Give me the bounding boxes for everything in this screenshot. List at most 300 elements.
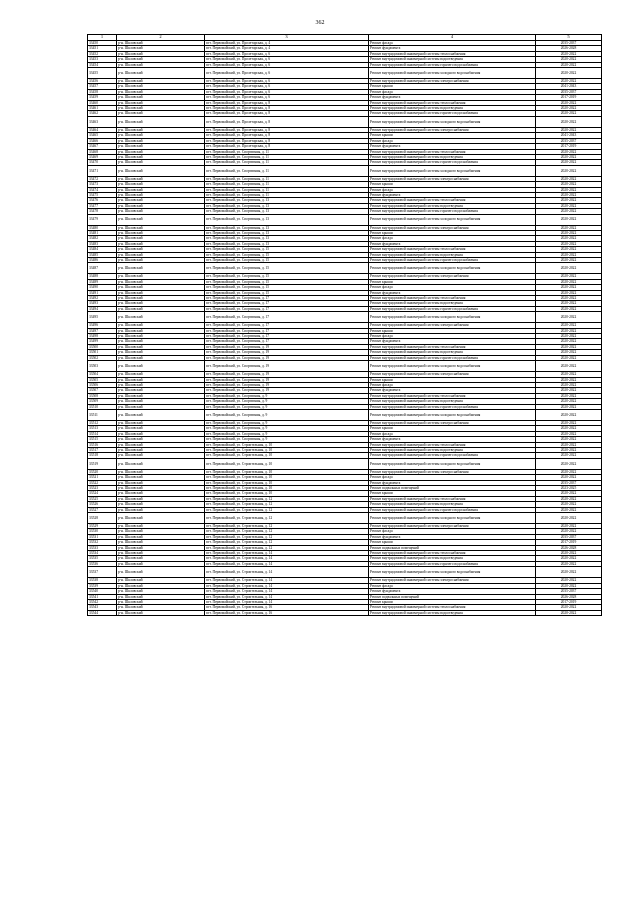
cell-period: 2026-2028 xyxy=(536,46,602,51)
cell-district: р-н. Шкловский xyxy=(117,491,205,496)
cell-period: 2020-2022 xyxy=(536,203,602,208)
cell-work-type: Ремонт крыши xyxy=(369,328,536,333)
cell-period: 2020-2022 xyxy=(536,496,602,501)
table-row xyxy=(88,610,602,615)
cell-period: 2020-2022 xyxy=(536,230,602,235)
cell-number: 33518 xyxy=(88,453,117,458)
cell-period: 2020-2022 xyxy=(536,57,602,62)
cell-number: 33512 xyxy=(88,420,117,425)
cell-address: пгт. Первомайский, ул. Спортивная, д. 19 xyxy=(205,372,369,377)
cell-number: 33500 xyxy=(88,344,117,349)
cell-district: р-н. Шкловский xyxy=(117,312,205,323)
cell-number: 33540 xyxy=(88,589,117,594)
cell-number: 33505 xyxy=(88,377,117,382)
cell-address: пгт. Первомайский, ул. Строительная, д. 14 xyxy=(205,589,369,594)
cell-period: 2020-2022 xyxy=(536,247,602,252)
cell-number: 33510 xyxy=(88,404,117,409)
table-row xyxy=(88,312,602,323)
cell-number: 33499 xyxy=(88,339,117,344)
cell-district: р-н. Шкловский xyxy=(117,409,205,420)
cell-address: пгт. Первомайский, ул. Строительная, д. 16 xyxy=(205,610,369,615)
cell-number: 33537 xyxy=(88,567,117,578)
cell-district: р-н. Шкловский xyxy=(117,469,205,474)
cell-work-type: Ремонт внутридомовой инженерной системы теплоснабжения xyxy=(369,198,536,203)
cell-address: пгт. Первомайский, ул. Строительная, д. 12 xyxy=(205,513,369,524)
cell-address: пгт. Первомайский, ул. Спортивная, д. 15 xyxy=(205,274,369,279)
cell-number: 33472 xyxy=(88,176,117,181)
cell-number: 33463 xyxy=(88,116,117,127)
cell-number: 33486 xyxy=(88,258,117,263)
cell-address: пгт. Первомайский, ул. Спортивная, д. 19 xyxy=(205,382,369,387)
cell-address: пгт. Первомайский, ул. Пролетарская, д. 8 xyxy=(205,127,369,132)
cell-number: 33476 xyxy=(88,198,117,203)
cell-period: 2020-2022 xyxy=(536,263,602,274)
cell-period: 2020-2022 xyxy=(536,290,602,295)
cell-number: 33542 xyxy=(88,599,117,604)
cell-period: 2020-2022 xyxy=(536,556,602,561)
cell-district: р-н. Шкловский xyxy=(117,306,205,311)
cell-number: 33494 xyxy=(88,306,117,311)
cell-work-type: Ремонт крыши xyxy=(369,230,536,235)
cell-work-type: Ремонт внутридомовой инженерной системы теплоснабжения xyxy=(369,100,536,105)
table-row xyxy=(88,68,602,79)
table-row xyxy=(88,165,602,176)
cell-number: 33466 xyxy=(88,138,117,143)
cell-district: р-н. Шкловский xyxy=(117,453,205,458)
cell-period: 2020-2022 xyxy=(536,100,602,105)
cell-work-type: Ремонт внутридомовой инженерной системы холодного водоснабжения xyxy=(369,513,536,524)
cell-district: р-н. Шкловский xyxy=(117,404,205,409)
cell-work-type: Ремонт внутридомовой инженерной системы горячего водоснабжения xyxy=(369,160,536,165)
cell-number: 33475 xyxy=(88,192,117,197)
cell-address: пгт. Первомайский, ул. Спортивная, д. 11 xyxy=(205,182,369,187)
cell-number: 33469 xyxy=(88,154,117,159)
cell-number: 33474 xyxy=(88,187,117,192)
cell-address: пгт. Первомайский, ул. Пролетарская, д. 8 xyxy=(205,116,369,127)
cell-period: 2020-2022 xyxy=(536,236,602,241)
cell-work-type: Ремонт внутридомовой инженерной системы теплоснабжения xyxy=(369,605,536,610)
cell-work-type: Ремонт внутридомовой инженерной системы теплоснабжения xyxy=(369,344,536,349)
cell-period: 2020-2022 xyxy=(536,176,602,181)
cell-work-type: Ремонт внутридомовой инженерной системы горячего водоснабжения xyxy=(369,111,536,116)
cell-district: р-н. Шкловский xyxy=(117,599,205,604)
cell-address: пгт. Первомайский, ул. Строительная, д. 12 xyxy=(205,502,369,507)
cell-district: р-н. Шкловский xyxy=(117,393,205,398)
cell-number: 33532 xyxy=(88,540,117,545)
cell-address: пгт. Первомайский, ул. Пролетарская, д. 6 xyxy=(205,57,369,62)
cell-address: пгт. Первомайский, ул. Спортивная, д. 11 xyxy=(205,165,369,176)
cell-number: 33520 xyxy=(88,469,117,474)
cell-period: 2041-2043 xyxy=(536,84,602,89)
cell-number: 33513 xyxy=(88,426,117,431)
cell-address: пгт. Первомайский, ул. Спортивная, д. 15 xyxy=(205,290,369,295)
cell-address: пгт. Первомайский, ул. Пролетарская, д. 4 xyxy=(205,41,369,46)
cell-work-type: Ремонт фасада xyxy=(369,334,536,339)
cell-period: 2020-2022 xyxy=(536,306,602,311)
cell-period: 2020-2022 xyxy=(536,388,602,393)
cell-district: р-н. Шкловский xyxy=(117,545,205,550)
cell-work-type: Ремонт внутридомовой инженерной системы теплоснабжения xyxy=(369,393,536,398)
cell-work-type: Ремонт крыши xyxy=(369,84,536,89)
cell-district: р-н. Шкловский xyxy=(117,399,205,404)
cell-work-type: Ремонт внутридомовой инженерной системы горячего водоснабжения xyxy=(369,258,536,263)
cell-period: 2020-2022 xyxy=(536,111,602,116)
cell-address: пгт. Первомайский, ул. Строительная, д. 14 xyxy=(205,551,369,556)
cell-address: пгт. Первомайский, ул. Спортивная, д. 17 xyxy=(205,339,369,344)
cell-address: пгт. Первомайский, ул. Пролетарская, д. 6 xyxy=(205,95,369,100)
table-row xyxy=(88,361,602,372)
cell-work-type: Ремонт фундамента xyxy=(369,144,536,149)
cell-district: р-н. Шкловский xyxy=(117,350,205,355)
cell-address: пгт. Первомайский, ул. Спортивная, д. 17 xyxy=(205,306,369,311)
cell-district: р-н. Шкловский xyxy=(117,551,205,556)
cell-period: 2020-2022 xyxy=(536,393,602,398)
cell-number: 33491 xyxy=(88,290,117,295)
cell-address: пгт. Первомайский, ул. Пролетарская, д. 6 xyxy=(205,51,369,56)
cell-district: р-н. Шкловский xyxy=(117,274,205,279)
cell-work-type: Ремонт внутридомовой инженерной системы водоотведения xyxy=(369,252,536,257)
cell-period: 2020-2022 xyxy=(536,567,602,578)
cell-period: 2020-2022 xyxy=(536,187,602,192)
cell-period: 2020-2022 xyxy=(536,334,602,339)
cell-number: 33541 xyxy=(88,594,117,599)
cell-number: 33498 xyxy=(88,334,117,339)
cell-district: р-н. Шкловский xyxy=(117,41,205,46)
cell-period: 2020-2022 xyxy=(536,274,602,279)
cell-period: 2035-2037 xyxy=(536,480,602,485)
cell-district: р-н. Шкловский xyxy=(117,605,205,610)
cell-district: р-н. Шкловский xyxy=(117,447,205,452)
cell-work-type: Ремонт внутридомовой инженерной системы водоотведения xyxy=(369,57,536,62)
cell-district: р-н. Шкловский xyxy=(117,187,205,192)
cell-district: р-н. Шкловский xyxy=(117,62,205,67)
cell-address: пгт. Первомайский, ул. Спортивная, д. 13 xyxy=(205,236,369,241)
cell-district: р-н. Шкловский xyxy=(117,144,205,149)
cell-address: пгт. Первомайский, ул. Спортивная, д. 15 xyxy=(205,279,369,284)
cell-number: 33516 xyxy=(88,442,117,447)
cell-work-type: Ремонт внутридомовой инженерной системы электроснабжения xyxy=(369,274,536,279)
cell-work-type: Ремонт внутридомовой инженерной системы теплоснабжения xyxy=(369,296,536,301)
cell-number: 33462 xyxy=(88,111,117,116)
cell-work-type: Ремонт внутридомовой инженерной системы горячего водоснабжения xyxy=(369,306,536,311)
cell-district: р-н. Шкловский xyxy=(117,111,205,116)
cell-address: пгт. Первомайский, ул. Строительная, д. 12 xyxy=(205,529,369,534)
cell-address: пгт. Первомайский, ул. Строительная, д. 10 xyxy=(205,458,369,469)
cell-work-type: Ремонт внутридомовой инженерной системы теплоснабжения xyxy=(369,442,536,447)
cell-district: р-н. Шкловский xyxy=(117,328,205,333)
cell-number: 33504 xyxy=(88,372,117,377)
cell-period: 2020-2022 xyxy=(536,106,602,111)
cell-district: р-н. Шкловский xyxy=(117,382,205,387)
cell-district: р-н. Шкловский xyxy=(117,534,205,539)
cell-work-type: Ремонт крыши xyxy=(369,540,536,545)
cell-address: пгт. Первомайский, ул. Спортивная, д. 15 xyxy=(205,247,369,252)
cell-number: 33452 xyxy=(88,51,117,56)
cell-address: пгт. Первомайский, ул. Строительная, д. 12 xyxy=(205,507,369,512)
cell-address: пгт. Первомайский, ул. Строительная, д. 14 xyxy=(205,567,369,578)
cell-number: 33525 xyxy=(88,496,117,501)
cell-district: р-н. Шкловский xyxy=(117,198,205,203)
cell-work-type: Ремонт внутридомовой инженерной системы горячего водоснабжения xyxy=(369,209,536,214)
cell-number: 33527 xyxy=(88,507,117,512)
cell-address: пгт. Первомайский, ул. Спортивная, д. 13 xyxy=(205,214,369,225)
cell-work-type: Ремонт фундамента xyxy=(369,95,536,100)
cell-district: р-н. Шкловский xyxy=(117,263,205,274)
cell-address: пгт. Первомайский, ул. Спортивная, д. 17 xyxy=(205,328,369,333)
page-number: 362 xyxy=(315,20,325,26)
cell-period: 2020-2022 xyxy=(536,225,602,230)
cell-period: 2020-2022 xyxy=(536,279,602,284)
cell-number: 33484 xyxy=(88,247,117,252)
cell-number: 33451 xyxy=(88,46,117,51)
cell-district: р-н. Шкловский xyxy=(117,106,205,111)
cell-work-type: Ремонт фасада xyxy=(369,138,536,143)
cell-period: 2020-2022 xyxy=(536,350,602,355)
cell-work-type: Ремонт фасада xyxy=(369,187,536,192)
cell-period: 2020-2022 xyxy=(536,377,602,382)
cell-address: пгт. Первомайский, ул. Спортивная, д. 19 xyxy=(205,350,369,355)
cell-work-type: Ремонт фасада xyxy=(369,529,536,534)
cell-period: 2020-2022 xyxy=(536,252,602,257)
cell-address: пгт. Первомайский, ул. Пролетарская, д. 8 xyxy=(205,100,369,105)
cell-number: 33509 xyxy=(88,399,117,404)
cell-number: 33526 xyxy=(88,502,117,507)
cell-work-type: Ремонт внутридомовой инженерной системы холодного водоснабжения xyxy=(369,263,536,274)
cell-address: пгт. Первомайский, ул. Строительная, д. 16 xyxy=(205,605,369,610)
cell-number: 33529 xyxy=(88,524,117,529)
cell-work-type: Ремонт фундамента xyxy=(369,534,536,539)
cell-work-type: Ремонт внутридомовой инженерной системы электроснабжения xyxy=(369,225,536,230)
cell-number: 33488 xyxy=(88,274,117,279)
cell-work-type: Ремонт внутридомовой инженерной системы водоотведения xyxy=(369,301,536,306)
cell-address: пгт. Первомайский, ул. Спортивная, д. 13 xyxy=(205,198,369,203)
cell-address: пгт. Первомайский, ул. Спортивная, д. 13 xyxy=(205,225,369,230)
cell-work-type: Ремонт крыши xyxy=(369,133,536,138)
cell-district: р-н. Шкловский xyxy=(117,496,205,501)
cell-period: 2020-2022 xyxy=(536,154,602,159)
cell-address: пгт. Первомайский, ул. Строительная, д. 14 xyxy=(205,583,369,588)
cell-period: 2020-2022 xyxy=(536,399,602,404)
cell-address: пгт. Первомайский, ул. Спортивная, д. 17 xyxy=(205,301,369,306)
cell-work-type: Ремонт фундамента xyxy=(369,46,536,51)
cell-address: пгт. Первомайский, ул. Строительная, д. 12 xyxy=(205,534,369,539)
cell-period: 2020-2022 xyxy=(536,296,602,301)
cell-number: 33495 xyxy=(88,312,117,323)
cell-district: р-н. Шкловский xyxy=(117,561,205,566)
cell-number: 33492 xyxy=(88,296,117,301)
cell-district: р-н. Шкловский xyxy=(117,258,205,263)
cell-work-type: Ремонт фасада xyxy=(369,382,536,387)
cell-number: 33479 xyxy=(88,214,117,225)
cell-district: р-н. Шкловский xyxy=(117,68,205,79)
cell-work-type: Ремонт внутридомовой инженерной системы водоотведения xyxy=(369,556,536,561)
cell-period: 2035-2037 xyxy=(536,138,602,143)
cell-work-type: Ремонт внутридомовой инженерной системы водоотведения xyxy=(369,154,536,159)
cell-work-type: Ремонт внутридомовой инженерной системы горячего водоснабжения xyxy=(369,561,536,566)
cell-number: 33522 xyxy=(88,480,117,485)
cell-address: пгт. Первомайский, ул. Спортивная, д. 9 xyxy=(205,420,369,425)
cell-address: пгт. Первомайский, ул. Спортивная, д. 17 xyxy=(205,312,369,323)
cell-address: пгт. Первомайский, ул. Спортивная, д. 9 xyxy=(205,399,369,404)
cell-number: 33496 xyxy=(88,323,117,328)
cell-address: пгт. Первомайский, ул. Спортивная, д. 19 xyxy=(205,344,369,349)
cell-address: пгт. Первомайский, ул. Пролетарская, д. 6 xyxy=(205,84,369,89)
cell-address: пгт. Первомайский, ул. Пролетарская, д. 6 xyxy=(205,68,369,79)
table-body xyxy=(88,41,602,616)
cell-address: пгт. Первомайский, ул. Строительная, д. 10 xyxy=(205,491,369,496)
cell-work-type: Ремонт внутридомовой инженерной системы водоотведения xyxy=(369,610,536,615)
cell-period: 2023-2025 xyxy=(536,486,602,491)
cell-district: р-н. Шкловский xyxy=(117,203,205,208)
cell-address: пгт. Первомайский, ул. Пролетарская, д. 8 xyxy=(205,138,369,143)
cell-period: 2035-2037 xyxy=(536,89,602,94)
cell-address: пгт. Первомайский, ул. Спортивная, д. 9 xyxy=(205,431,369,436)
cell-period: 2020-2022 xyxy=(536,437,602,442)
cell-address: пгт. Первомайский, ул. Пролетарская, д. 4 xyxy=(205,46,369,51)
cell-number: 33531 xyxy=(88,534,117,539)
cell-number: 33536 xyxy=(88,561,117,566)
cell-address: пгт. Первомайский, ул. Пролетарская, д. 6 xyxy=(205,89,369,94)
cell-work-type: Ремонт фасада xyxy=(369,41,536,46)
cell-district: р-н. Шкловский xyxy=(117,458,205,469)
cell-address: пгт. Первомайский, ул. Спортивная, д. 13 xyxy=(205,241,369,246)
cell-district: р-н. Шкловский xyxy=(117,241,205,246)
cell-period: 2020-2022 xyxy=(536,610,602,615)
cell-number: 33480 xyxy=(88,225,117,230)
cell-number: 33489 xyxy=(88,279,117,284)
cell-period: 2020-2022 xyxy=(536,458,602,469)
cell-period: 2020-2022 xyxy=(536,116,602,127)
cell-address: пгт. Первомайский, ул. Строительная, д. 12 xyxy=(205,496,369,501)
cell-district: р-н. Шкловский xyxy=(117,290,205,295)
table-row xyxy=(88,116,602,127)
cell-number: 33468 xyxy=(88,149,117,154)
table-row xyxy=(88,214,602,225)
cell-district: р-н. Шкловский xyxy=(117,165,205,176)
cell-address: пгт. Первомайский, ул. Спортивная, д. 13 xyxy=(205,230,369,235)
cell-work-type: Ремонт фасада xyxy=(369,431,536,436)
cell-address: пгт. Первомайский, ул. Строительная, д. 12 xyxy=(205,545,369,550)
cell-district: р-н. Шкловский xyxy=(117,57,205,62)
cell-number: 33501 xyxy=(88,350,117,355)
cell-address: пгт. Первомайский, ул. Спортивная, д. 9 xyxy=(205,404,369,409)
cell-work-type: Ремонт внутридомовой инженерной системы теплоснабжения xyxy=(369,149,536,154)
cell-period: 2035-2037 xyxy=(536,534,602,539)
cell-address: пгт. Первомайский, ул. Спортивная, д. 17 xyxy=(205,323,369,328)
cell-district: р-н. Шкловский xyxy=(117,556,205,561)
cell-number: 33506 xyxy=(88,382,117,387)
cell-district: р-н. Шкловский xyxy=(117,529,205,534)
cell-work-type: Ремонт внутридомовой инженерной системы водоотведения xyxy=(369,203,536,208)
cell-address: пгт. Первомайский, ул. Строительная, д. 10 xyxy=(205,486,369,491)
cell-work-type: Ремонт фасада xyxy=(369,236,536,241)
cell-period: 2020-2022 xyxy=(536,79,602,84)
cell-work-type: Ремонт фундамента xyxy=(369,339,536,344)
header-cell-1: 1 xyxy=(88,35,117,41)
cell-period: 2035-2037 xyxy=(536,41,602,46)
cell-district: р-н. Шкловский xyxy=(117,296,205,301)
cell-period: 2020-2022 xyxy=(536,301,602,306)
cell-period: 2020-2022 xyxy=(536,323,602,328)
cell-work-type: Ремонт внутридомовой инженерной системы водоотведения xyxy=(369,447,536,452)
cell-work-type: Ремонт фундамента xyxy=(369,437,536,442)
cell-number: 33514 xyxy=(88,431,117,436)
cell-work-type: Ремонт фасада xyxy=(369,583,536,588)
cell-work-type: Ремонт подвальных помещений xyxy=(369,545,536,550)
cell-address: пгт. Первомайский, ул. Спортивная, д. 17 xyxy=(205,334,369,339)
cell-period: 2017-2019 xyxy=(536,540,602,545)
cell-work-type: Ремонт внутридомовой инженерной системы горячего водоснабжения xyxy=(369,507,536,512)
cell-address: пгт. Первомайский, ул. Спортивная, д. 11 xyxy=(205,187,369,192)
cell-number: 33458 xyxy=(88,89,117,94)
cell-address: пгт. Первомайский, ул. Строительная, д. 10 xyxy=(205,453,369,458)
cell-period: 2020-2022 xyxy=(536,442,602,447)
cell-address: пгт. Первомайский, ул. Спортивная, д. 11 xyxy=(205,160,369,165)
cell-address: пгт. Первомайский, ул. Спортивная, д. 11 xyxy=(205,176,369,181)
cell-address: пгт. Первомайский, ул. Строительная, д. 10 xyxy=(205,469,369,474)
cell-district: р-н. Шкловский xyxy=(117,279,205,284)
cell-number: 33467 xyxy=(88,144,117,149)
cell-number: 33521 xyxy=(88,475,117,480)
cell-district: р-н. Шкловский xyxy=(117,583,205,588)
cell-work-type: Ремонт внутридомовой инженерной системы холодного водоснабжения xyxy=(369,361,536,372)
header-cell-5: 5 xyxy=(536,35,602,41)
cell-address: пгт. Первомайский, ул. Пролетарская, д. 6 xyxy=(205,62,369,67)
cell-district: р-н. Шкловский xyxy=(117,127,205,132)
cell-period: 2020-2022 xyxy=(536,605,602,610)
cell-work-type: Ремонт внутридомовой инженерной системы холодного водоснабжения xyxy=(369,116,536,127)
cell-period: 2020-2022 xyxy=(536,475,602,480)
cell-period: 2020-2022 xyxy=(536,426,602,431)
cell-district: р-н. Шкловский xyxy=(117,567,205,578)
cell-number: 33478 xyxy=(88,209,117,214)
cell-period: 2020-2022 xyxy=(536,513,602,524)
cell-work-type: Ремонт внутридомовой инженерной системы горячего водоснабжения xyxy=(369,404,536,409)
cell-work-type: Ремонт внутридомовой инженерной системы электроснабжения xyxy=(369,420,536,425)
cell-address: пгт. Первомайский, ул. Спортивная, д. 19 xyxy=(205,361,369,372)
cell-period: 2020-2022 xyxy=(536,182,602,187)
cell-number: 33519 xyxy=(88,458,117,469)
cell-number: 33453 xyxy=(88,57,117,62)
cell-number: 33490 xyxy=(88,285,117,290)
cell-period: 2020-2022 xyxy=(536,165,602,176)
cell-period: 2020-2022 xyxy=(536,355,602,360)
cell-work-type: Ремонт подвальных помещений xyxy=(369,594,536,599)
cell-district: р-н. Шкловский xyxy=(117,524,205,529)
cell-work-type: Ремонт внутридомовой инженерной системы холодного водоснабжения xyxy=(369,165,536,176)
cell-work-type: Ремонт внутридомовой инженерной системы теплоснабжения xyxy=(369,551,536,556)
cell-period: 2020-2022 xyxy=(536,372,602,377)
cell-period: 2020-2022 xyxy=(536,578,602,583)
cell-district: р-н. Шкловский xyxy=(117,344,205,349)
cell-number: 33477 xyxy=(88,203,117,208)
cell-district: р-н. Шкловский xyxy=(117,182,205,187)
cell-period: 2020-2022 xyxy=(536,312,602,323)
cell-number: 33508 xyxy=(88,393,117,398)
cell-period: 2020-2022 xyxy=(536,409,602,420)
cell-work-type: Ремонт внутридомовой инженерной системы холодного водоснабжения xyxy=(369,567,536,578)
cell-work-type: Ремонт внутридомовой инженерной системы электроснабжения xyxy=(369,372,536,377)
cell-work-type: Ремонт фундамента xyxy=(369,192,536,197)
cell-district: р-н. Шкловский xyxy=(117,285,205,290)
cell-address: пгт. Первомайский, ул. Пролетарская, д. 8 xyxy=(205,106,369,111)
cell-district: р-н. Шкловский xyxy=(117,437,205,442)
cell-district: р-н. Шкловский xyxy=(117,214,205,225)
cell-district: р-н. Шкловский xyxy=(117,154,205,159)
cell-number: 33533 xyxy=(88,545,117,550)
table-row xyxy=(88,458,602,469)
cell-work-type: Ремонт внутридомовой инженерной системы теплоснабжения xyxy=(369,496,536,501)
